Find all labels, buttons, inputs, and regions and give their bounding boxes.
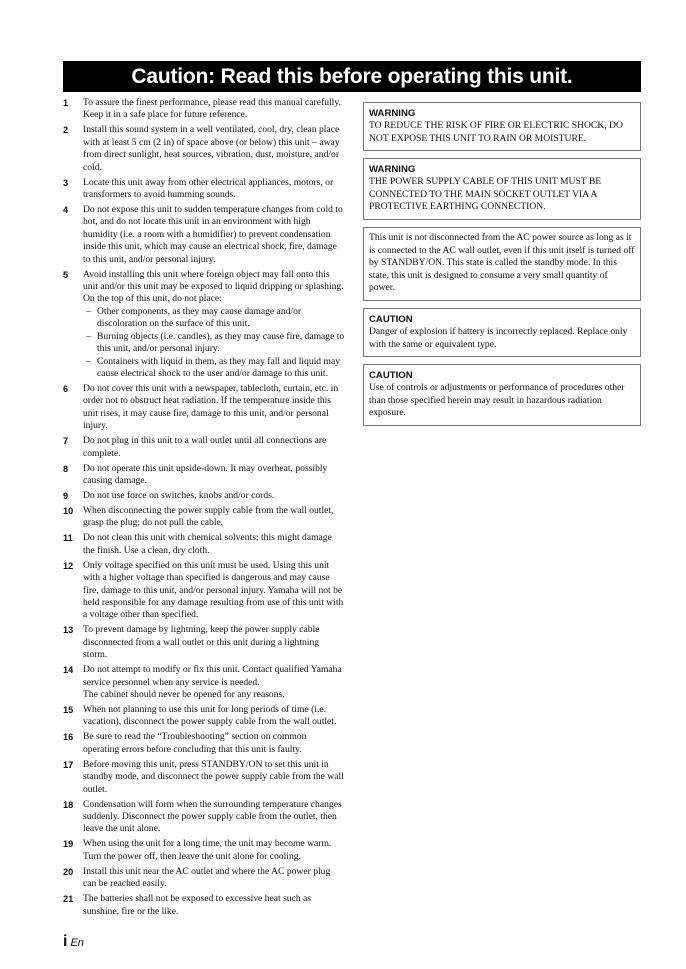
item-number: 11 (63, 533, 73, 544)
notice-box (363, 158, 641, 220)
item-number: 15 (63, 705, 74, 715)
caution-item (63, 463, 345, 488)
caution-item (63, 204, 345, 266)
item-number: 16 (63, 732, 74, 743)
notice-title: WARNING (369, 164, 416, 176)
dash-bullet: – (86, 355, 91, 367)
item-text: Do not expose this unit to sudden temperature changes from cold to hot, and do not locate this unit in an environment with high humidity (i.e. a room with a humidifier) to prevent condensation inside this unit, which may cause an electrical shock, fire, damage to this unit, and/or personal injury. (83, 204, 343, 265)
item-text: Condensation will form when the surrounding temperature changes suddenly. Disconnect the power supply cable from the outlet, then leave the unit alone. (83, 798, 342, 835)
caution-item (63, 560, 345, 622)
item-text: When using the unit for a long time, the unit may become warm. Turn the power off, then leave the unit alone for cooling. (83, 838, 332, 862)
caution-item (63, 624, 345, 661)
sub-item (83, 306, 345, 331)
caution-item (63, 893, 345, 918)
item-text: Do not clean this unit with chemical solvents; this might damage the finish. Use a clean, dry cloth. (83, 532, 332, 556)
item-text: Avoid installing this unit where foreign object may fall onto this unit and/or this unit may be exposed to liquid dripping or splashing. On the top of this unit, do not place: (83, 268, 344, 305)
item-extra-text: The cabinet should never be opened for any reasons. (83, 689, 285, 700)
sub-item-text: Other components, as they may cause damage and/or discoloration on the surface of this unit. (97, 305, 302, 330)
caution-item (63, 664, 345, 701)
caution-item (63, 704, 345, 729)
item-text: To assure the finest performance, please read this manual carefully. Keep it in a safe place for future reference. (83, 97, 341, 121)
item-text: Do not plug in this unit to a wall outlet until all connections are complete. (83, 435, 327, 459)
item-number: 1 (63, 98, 69, 108)
item-number: 4 (63, 205, 69, 216)
item-number: 7 (63, 436, 69, 447)
sub-item (83, 331, 345, 356)
item-number: 6 (63, 383, 69, 394)
notice-box (363, 227, 641, 301)
item-number: 8 (63, 463, 69, 474)
caution-item (63, 383, 345, 433)
notice-box (363, 364, 641, 426)
dash-bullet: – (86, 305, 91, 317)
item-number: 9 (63, 490, 69, 501)
item-text: Only voltage specified on this unit must be used. Using this unit with a higher voltage than specified is dangerous and may cause fire, damage to this unit, and/or personal injury. Yamaha will not be held responsible for any damage resulting from use of this unit with a voltage other than specified. (83, 559, 344, 621)
caution-item (63, 731, 345, 756)
sub-item-text: Containers with liquid in them, as they may fall and liquid may cause electrical shock to the user and/or damage to this unit. (97, 355, 341, 379)
caution-item (63, 505, 345, 530)
item-text: Be sure to read the “Troubleshooting” section on common operating errors before concluding that this unit is faulty. (83, 731, 307, 755)
item-number: 21 (63, 894, 74, 905)
page-number: i (63, 933, 68, 950)
caution-item (63, 759, 345, 796)
notice-column (363, 102, 641, 433)
item-text: Locate this unit away from other electrical appliances, motors, or transformers to avoid humming sounds. (83, 176, 334, 201)
notice-text: THE POWER SUPPLY CABLE OF THIS UNIT MUST BE CONNECTED TO THE MAIN SOCKET OUTLET VIA A PROTECTIVE EARTHING CONNECTION. (369, 176, 602, 213)
caution-item (63, 866, 345, 891)
item-number: 20 (63, 866, 74, 877)
notice-title: WARNING (369, 108, 416, 119)
item-text: The batteries shall not be exposed to excessive heat such as sunshine, fire or the like. (83, 893, 312, 917)
item-text: Do not cover this unit with a newspaper, tablecloth, curtain, etc. in order not to obstruct heat radiation. If the temperature inside this unit rises, it may cause fire, damage to this unit, and/or personal injury. (83, 382, 339, 432)
caution-list (63, 97, 345, 921)
item-number: 19 (63, 839, 74, 850)
item-text: Do not use force on switches, knobs and/or cords. (83, 489, 275, 501)
caution-item (63, 490, 345, 502)
caution-item (63, 532, 345, 557)
caution-item (63, 124, 345, 174)
sub-item (83, 356, 345, 381)
notice-text: Use of controls or adjustments or performance of procedures other than those specified herein may result in hazardous radiation exposure. (369, 382, 625, 419)
notice-box (363, 308, 641, 357)
page-title: Caution: Read this before operating this unit. (63, 61, 641, 92)
language-label: En (70, 937, 84, 949)
notice-text: TO REDUCE THE RISK OF FIRE OR ELECTRIC SHOCK, DO NOT EXPOSE THIS UNIT TO RAIN OR MOISTURE. (369, 120, 623, 144)
item-number: 14 (63, 665, 74, 676)
notice-text: Danger of explosion if battery is incorrectly replaced. Replace only with the same or equivalent type. (369, 325, 628, 350)
sub-list (83, 306, 345, 380)
item-number: 3 (63, 177, 69, 188)
item-number: 5 (63, 269, 69, 280)
item-text: Do not operate this unit upside-down. It may overheat, possibly causing damage. (83, 462, 328, 486)
item-number: 13 (63, 625, 74, 636)
caution-item (63, 435, 345, 460)
item-number: 2 (63, 125, 69, 136)
item-number: 17 (63, 759, 74, 770)
sub-item-text: Burning objects (i.e. candles), as they may cause fire, damage to this unit, and/or personal injury. (97, 330, 345, 355)
notice-box (363, 102, 641, 151)
caution-item (63, 838, 345, 863)
item-text: Install this unit near the AC outlet and where the AC power plug can be reached easily. (83, 865, 331, 890)
caution-item (63, 269, 345, 381)
dash-bullet: – (86, 330, 91, 342)
item-text: Install this sound system in a well ventilated, cool, dry, clean place with at least 5 cm (2 in) of space above (or below) this unit – away from direct sunlight, heat sources, vibration, dust, moisture, and/or cold. (83, 124, 340, 173)
item-text: To prevent damage by lightning, keep the power supply cable disconnected from a wall outlet or this unit during a lightning storm. (83, 624, 320, 661)
item-text: Before moving this unit, press STANDBY/ON to set this unit in standby mode, and disconnect the power supply cable from the wall outlet. (83, 758, 344, 795)
caution-item (63, 799, 345, 836)
caution-item (63, 177, 345, 202)
notice-text: This unit is not disconnected from the AC power source as long as it is connected to the AC wall outlet, even if this unit itself is turned off by STANDBY/ON. This state is called the standby mode. In this state, this unit is designed to consume a very small quantity of power. (369, 231, 635, 294)
notice-title: CAUTION (369, 313, 413, 325)
page-footer (63, 933, 84, 951)
item-number: 10 (63, 505, 74, 516)
item-text: When disconnecting the power supply cable from the wall outlet, grasp the plug; do not pull the cable. (83, 504, 334, 529)
caution-item (63, 97, 345, 122)
item-number: 18 (63, 799, 74, 810)
item-text: Do not attempt to modify or fix this unit. Contact qualified Yamaha service personnel when any service is needed. (83, 664, 342, 688)
item-text: When not planning to use this unit for long periods of time (i.e. vacation), disconnect the power supply cable from the wall outlet. (83, 704, 337, 728)
notice-title: CAUTION (369, 370, 413, 382)
item-number: 12 (63, 560, 74, 571)
